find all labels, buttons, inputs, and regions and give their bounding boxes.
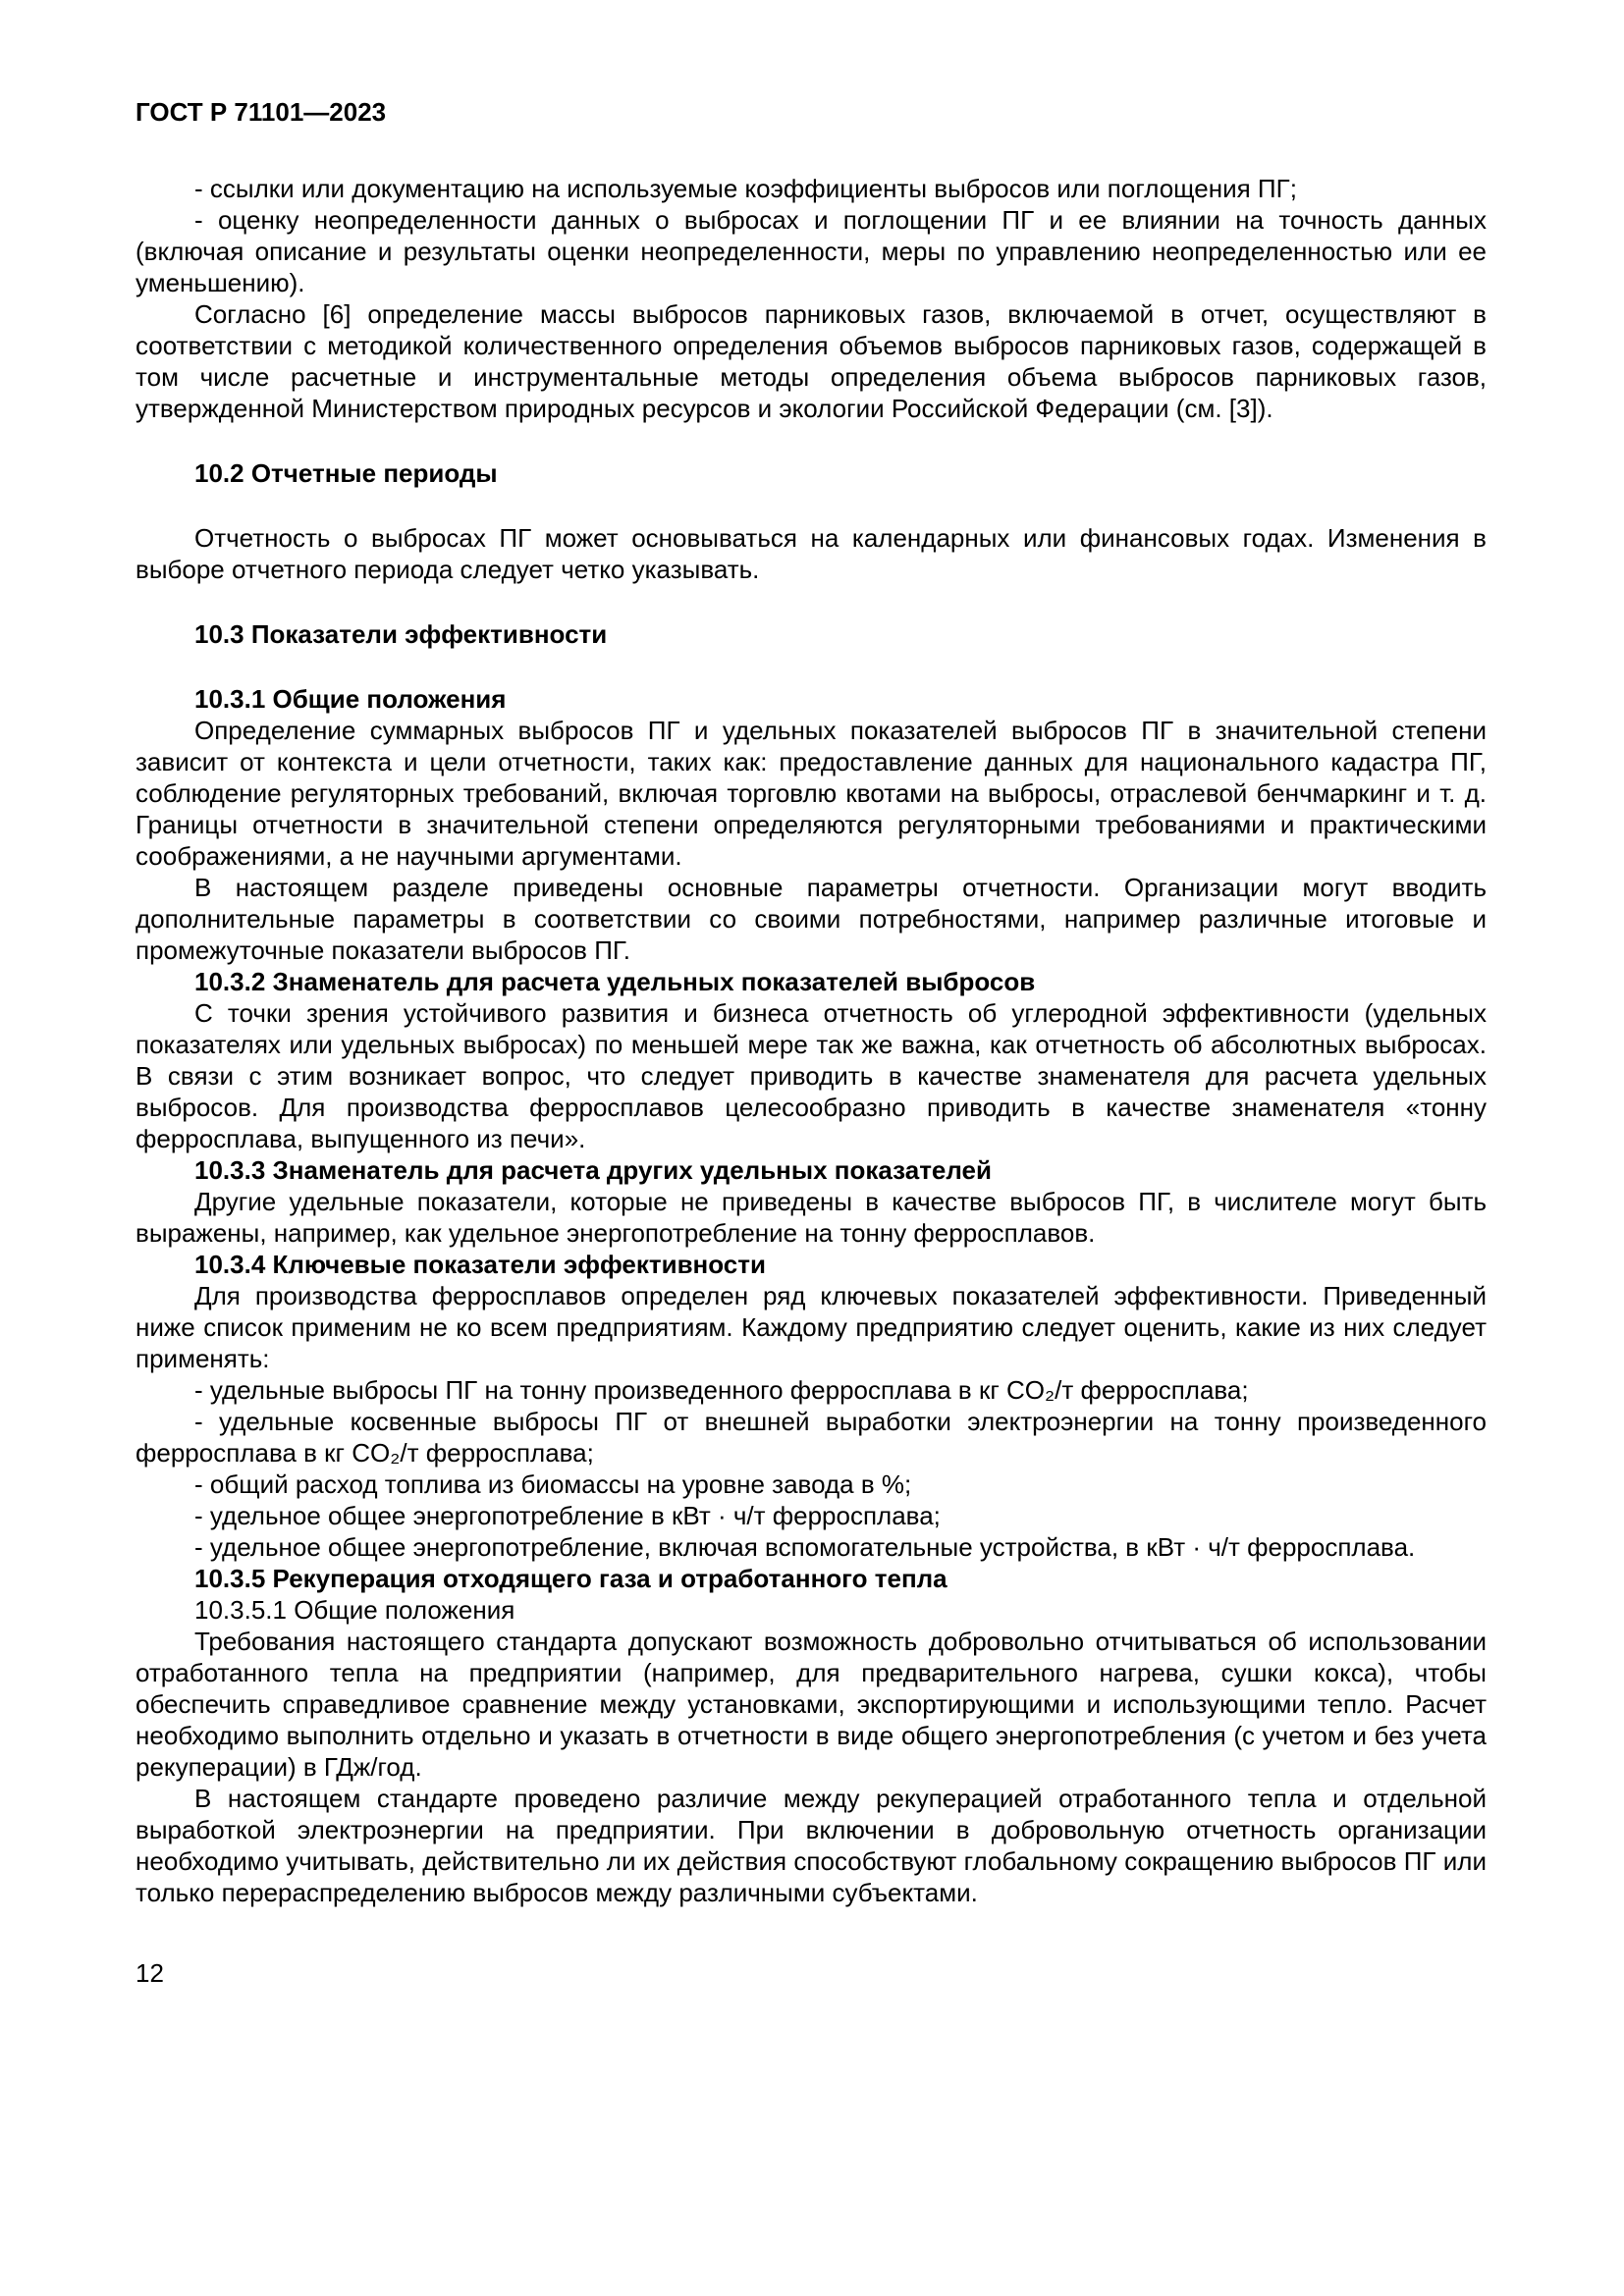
- list-item: - удельное общее энергопотребление в кВт · ч/т ферросплава;: [194, 1501, 941, 1530]
- paragraph: Для производства ферросплавов определен ряд ключевых показателей эффективности. Приведенный ниже список применим не ко всем предприятиям. Каждому предприятию следует оценить, какие из них следует применять:: [135, 1281, 1487, 1373]
- page-number: 12: [135, 1958, 164, 1988]
- section-heading-10-3-3: 10.3.3 Знаменатель для расчета других удельных показателей: [194, 1155, 993, 1185]
- list-item: - удельное общее энергопотребление, включая вспомогательные устройства, в кВт · ч/т ферросплава.: [194, 1532, 1416, 1562]
- list-item: - удельные косвенные выбросы ПГ от внешней выработки электроэнергии на тонну произведенного ферросплава в кг CO₂/т ферросплава;: [135, 1407, 1487, 1468]
- section-heading-10-3-4: 10.3.4 Ключевые показатели эффективности: [194, 1250, 766, 1279]
- list-item: - оценку неопределенности данных о выбросах и поглощении ПГ и ее влиянии на точность данных (включая описание и результаты оценки неопределенности, меры по управлению неопределенностью или ее уменьшению).: [135, 205, 1487, 297]
- subclause-heading-10-3-5-1: 10.3.5.1 Общие положения: [194, 1595, 515, 1625]
- section-heading-10-3-1: 10.3.1 Общие положения: [194, 684, 507, 714]
- paragraph: Отчетность о выбросах ПГ может основываться на календарных или финансовых годах. Изменения в выборе отчетного периода следует четко указывать.: [135, 523, 1487, 584]
- list-item: - общий расход топлива из биомассы на уровне завода в %;: [194, 1469, 912, 1499]
- page-footer: [135, 1957, 1487, 1989]
- document-body: [135, 173, 1487, 1908]
- paragraph: Другие удельные показатели, которые не приведены в качестве выбросов ПГ, в числителе могут быть выражены, например, как удельное энергопотребление на тонну ферросплавов.: [135, 1187, 1487, 1248]
- paragraph: В настоящем разделе приведены основные параметры отчетности. Организации могут вводить дополнительные параметры в соответствии со своими потребностями, например различные итоговые и промежуточные показатели выбросов ПГ.: [135, 873, 1487, 965]
- paragraph: В настоящем стандарте проведено различие между рекуперацией отработанного тепла и отдельной выработкой электроэнергии на предприятии. При включении в добровольную отчетность организации необходимо учитывать, действительно ли их действия способствуют глобальному сокращению выбросов ПГ или только перераспределению выбросов между различными субъектами.: [135, 1784, 1487, 1907]
- section-heading-10-3-2: 10.3.2 Знаменатель для расчета удельных показателей выбросов: [194, 967, 1036, 996]
- paragraph: С точки зрения устойчивого развития и бизнеса отчетность об углеродной эффективности (удельных показателях или удельных выбросах) по меньшей мере так же важна, как отчетность об абсолютных выбросах. В связи с этим возникает вопрос, что следует приводить в качестве знаменателя для расчета удельных выбросов. Для производства ферросплавов целесообразно приводить в качестве знаменателя «тонну ферросплава, выпущенного из печи».: [135, 998, 1487, 1153]
- list-item: - ссылки или документацию на используемые коэффициенты выбросов или поглощения ПГ;: [194, 174, 1297, 203]
- list-item: - удельные выбросы ПГ на тонну произведенного ферросплава в кг CO₂/т ферросплава;: [194, 1375, 1249, 1405]
- section-heading-10-3-5: 10.3.5 Рекуперация отходящего газа и отработанного тепла: [194, 1564, 947, 1593]
- page-header: [135, 96, 1487, 128]
- paragraph: Согласно [6] определение массы выбросов парниковых газов, включаемой в отчет, осуществляют в соответствии с методикой количественного определения объемов выбросов парниковых газов, содержащей в том числе расчетные и инструментальные методы определения объема выбросов парниковых газов, утвержденной Министерством природных ресурсов и экологии Российской Федерации (см. [3]).: [135, 299, 1487, 423]
- section-heading-10-3: 10.3 Показатели эффективности: [194, 619, 608, 649]
- paragraph: Определение суммарных выбросов ПГ и удельных показателей выбросов ПГ в значительной степени зависит от контекста и цели отчетности, таких как: предоставление данных для национального кадастра ПГ, соблюдение регуляторных требований, включая торговлю квотами на выбросы, отраслевой бенчмаркинг и т. д. Границы отчетности в значительной степени определяются регуляторными требованиями и практическими соображениями, а не научными аргументами.: [135, 716, 1487, 871]
- section-heading-10-2: 10.2 Отчетные периоды: [194, 458, 498, 488]
- paragraph: Требования настоящего стандарта допускают возможность добровольно отчитываться об использовании отработанного тепла на предприятии (например, для предварительного нагрева, сушки кокса), чтобы обеспечить справедливое сравнение между установками, экспортирующими и использующими тепло. Расчет необходимо выполнить отдельно и указать в отчетности в виде общего энергопотребления (с учетом и без учета рекуперации) в ГДж/год.: [135, 1627, 1487, 1782]
- document-code: ГОСТ Р 71101—2023: [135, 97, 387, 127]
